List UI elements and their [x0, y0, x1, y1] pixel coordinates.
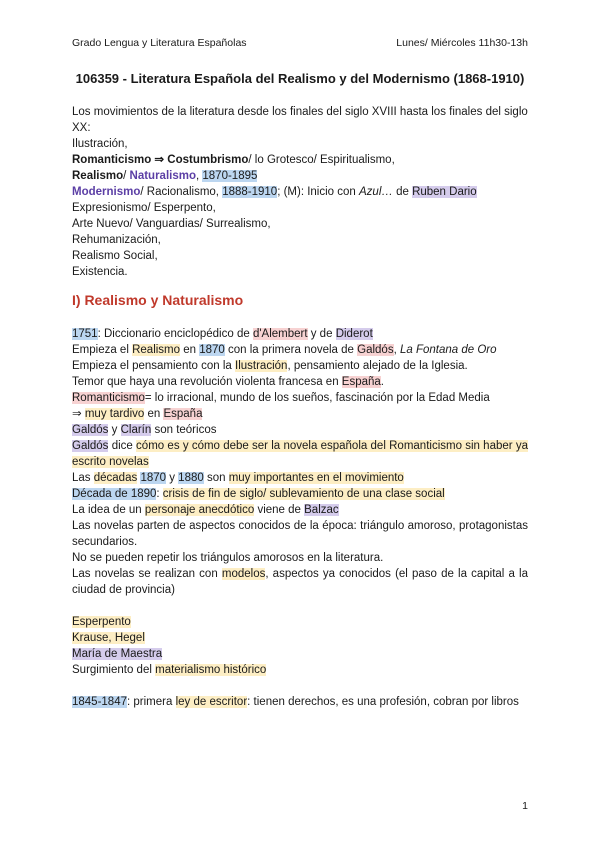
novel-title: La Fontana de Oro — [399, 344, 497, 356]
realismo-label: Realismo — [72, 170, 124, 182]
modelos-mark: modelos — [221, 568, 266, 580]
note-line — [72, 406, 528, 422]
year-1880: 1880 — [178, 472, 204, 484]
tardivo-mark: muy tardivo — [84, 408, 145, 420]
note-text: en — [180, 344, 200, 356]
document-title: 106359 - Literatura Española del Realismo y del Modernismo (1868-1910) — [75, 71, 525, 86]
note-text: son — [203, 472, 229, 484]
crisis-mark: crisis de fin de siglo/ sublevamiento de una clase social — [162, 488, 445, 500]
separator: / — [123, 170, 130, 182]
note-text: Surgimiento del — [72, 664, 156, 676]
note-line — [72, 358, 528, 374]
azul-title: Azul… — [359, 186, 393, 198]
note-text: Temor que haya una revolución violenta francesa en — [72, 376, 342, 388]
ley-escritor-mark: ley de escritor — [175, 696, 248, 708]
novela-mark: cómo es y cómo debe ser la novela española del Romanticismo sin haber ya escrito novelas — [72, 440, 528, 468]
esperpento-mark: Esperpento — [72, 616, 131, 628]
note-line — [72, 326, 528, 342]
krause-hegel-mark: Krause, Hegel — [72, 632, 145, 644]
arrow: ⇒ — [72, 408, 85, 420]
galdos: Galdós — [72, 424, 109, 436]
note-line — [72, 630, 528, 646]
note-text: : primera — [127, 696, 176, 708]
movement-realismo — [72, 168, 528, 184]
movement-modernismo — [72, 184, 528, 200]
note-line — [72, 646, 528, 662]
note-line — [72, 694, 528, 710]
romanticismo-costumbrismo: Romanticismo ⇒ Costumbrismo — [72, 154, 249, 166]
note-line — [72, 390, 528, 406]
movement-realismo-social: Realismo Social, — [72, 250, 158, 262]
diderot: Diderot — [335, 328, 373, 340]
note-text: . — [380, 376, 384, 388]
note-text: Las — [72, 472, 94, 484]
espana-mark: España — [341, 376, 381, 388]
spacer — [72, 678, 528, 694]
movement-arte-nuevo: Arte Nuevo/ Vanguardias/ Surrealismo, — [72, 218, 271, 230]
dalembert: d'Alembert — [252, 328, 308, 340]
modernismo-label: Modernismo — [72, 186, 141, 198]
page-number: 1 — [522, 800, 528, 812]
maria-maestra-mark: María de Maestra — [72, 648, 163, 660]
modernismo-text: de — [392, 186, 413, 198]
modernismo-text: ; (M): Inicio con — [277, 186, 359, 198]
years-1845-1847: 1845-1847 — [72, 696, 127, 708]
separator: , — [196, 170, 203, 182]
note-text: viene de — [254, 504, 305, 516]
galdos: Galdós — [72, 440, 109, 452]
ruben-dario: Ruben Dario — [412, 186, 477, 198]
movement-expresionismo: Expresionismo/ Esperpento, — [72, 202, 216, 214]
note-text: : tienen derechos, es una profesión, cobran por libros — [247, 696, 519, 708]
espana-mark: España — [163, 408, 203, 420]
note-text: Empieza el pensamiento con la — [72, 360, 236, 372]
section-heading: I) Realismo y Naturalismo — [72, 292, 244, 308]
note-text: son teóricos — [151, 424, 217, 436]
movement-rehumanizacion: Rehumanización, — [72, 234, 161, 246]
note-text: y — [108, 424, 121, 436]
note-line — [72, 438, 528, 470]
importantes-mark: muy importantes en el movimiento — [228, 472, 404, 484]
note-line — [72, 470, 528, 486]
header-course: Grado Lengua y Literatura Españolas — [72, 37, 247, 49]
movement-ilustracion: Ilustración, — [72, 138, 128, 150]
document-body — [72, 71, 528, 710]
note-line: Las novelas parten de aspectos conocidos de la época: triángulo amoroso, protagonistas secundarios. — [72, 520, 528, 548]
note-line — [72, 422, 528, 438]
note-text: , — [393, 344, 400, 356]
year-1870: 1870 — [140, 472, 167, 484]
note-text: y de — [307, 328, 336, 340]
romanticismo-mark: Romanticismo — [72, 392, 145, 404]
note-text: La idea de un — [72, 504, 145, 516]
decada-1890: Década de 1890 — [72, 488, 157, 500]
personaje-mark: personaje anecdótico — [144, 504, 255, 516]
modernismo-text: / Racionalismo, — [140, 186, 223, 198]
movement-existencia: Existencia. — [72, 266, 128, 278]
materialismo-mark: materialismo histórico — [155, 664, 267, 676]
note-line — [72, 502, 528, 518]
clarin: Clarín — [120, 424, 152, 436]
balzac: Balzac — [304, 504, 339, 516]
modernismo-dates: 1888-1910 — [222, 186, 278, 198]
note-line — [72, 486, 528, 502]
realismo-dates: 1870-1895 — [202, 170, 258, 182]
naturalismo-label: Naturalismo — [129, 170, 196, 182]
note-line — [72, 342, 528, 358]
header-schedule: Lunes/ Miércoles 11h30-13h — [396, 37, 528, 49]
note-text: = lo irracional, mundo de los sueños, fascinación por la Edad Media — [144, 392, 490, 404]
note-text: con la primera novela de — [224, 344, 358, 356]
note-text: en — [144, 408, 164, 420]
note-text: , pensamiento alejado de la Iglesia. — [287, 360, 468, 372]
note-text: : Diccionario enciclopédico de — [97, 328, 253, 340]
note-text: dice — [108, 440, 137, 452]
note-text: y — [166, 472, 179, 484]
galdos: Galdós — [357, 344, 394, 356]
movement-romanticismo — [72, 152, 528, 168]
intro-line: Los movimientos de la literatura desde los finales del siglo XVIII hasta los finales del siglo XX: — [72, 106, 528, 134]
note-line — [72, 566, 528, 598]
realismo-mark: Realismo — [132, 344, 181, 356]
note-text: Las novelas se realizan con — [72, 568, 222, 580]
decadas-mark: décadas — [93, 472, 138, 484]
note-line — [72, 614, 528, 630]
note-text: , aspectos ya conocidos (el paso de la capital a la ciudad de provincia) — [72, 568, 528, 596]
year-1870: 1870 — [199, 344, 225, 356]
year-1751: 1751 — [72, 328, 98, 340]
note-text: : — [156, 488, 163, 500]
note-line — [72, 374, 528, 390]
spacer — [72, 598, 528, 614]
romanticismo-rest: / lo Grotesco/ Espiritualismo, — [248, 154, 395, 166]
note-text: Empieza el — [72, 344, 133, 356]
note-line — [72, 662, 528, 678]
ilustracion-mark: Ilustración — [235, 360, 288, 372]
note-line: No se pueden repetir los triángulos amorosos en la literatura. — [72, 552, 384, 564]
